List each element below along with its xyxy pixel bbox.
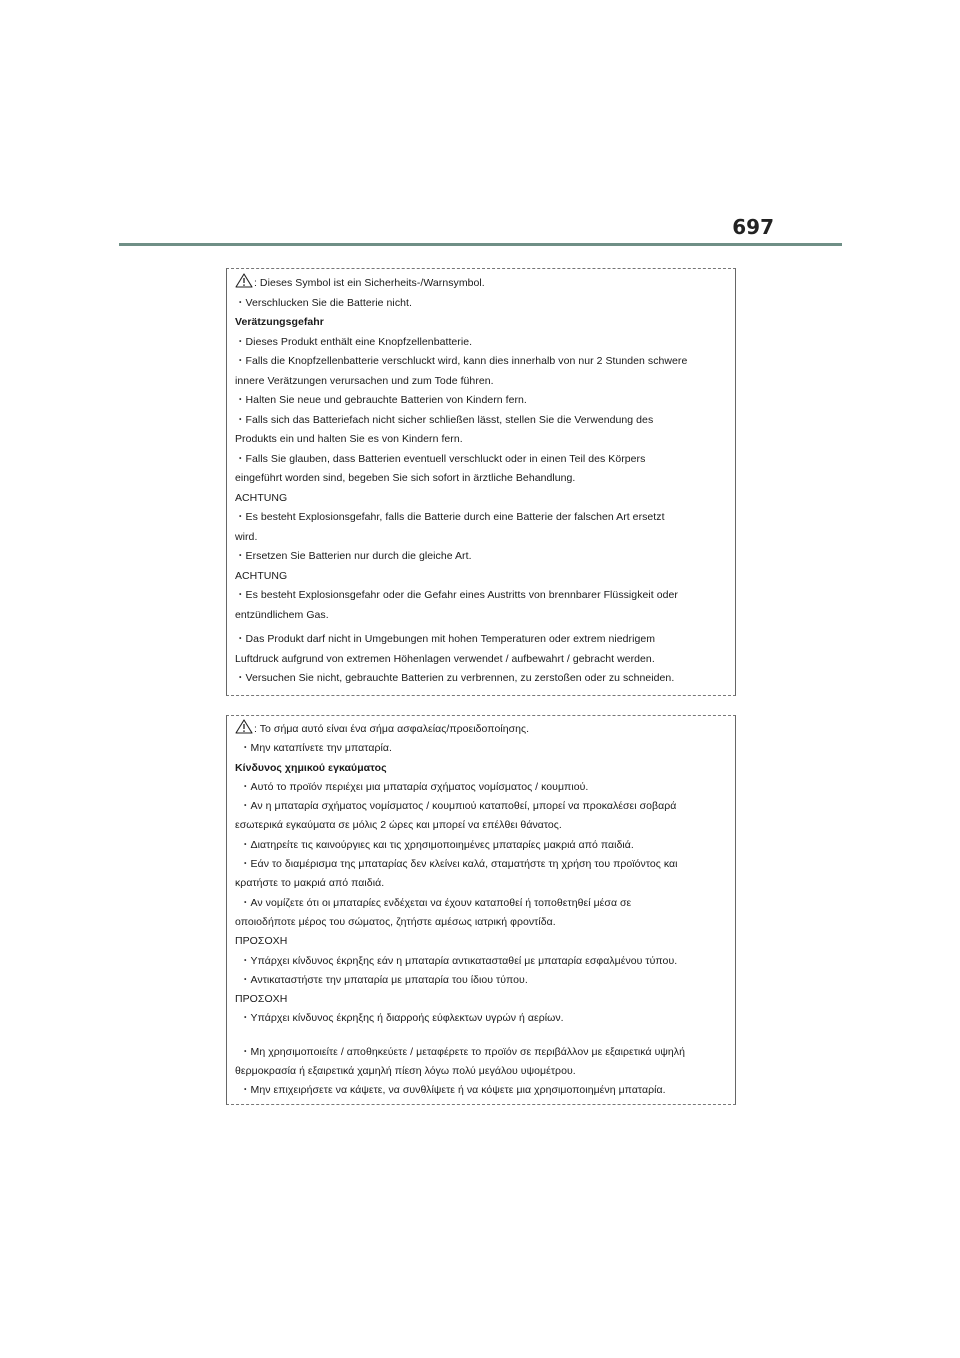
warning-triangle-icon — [235, 273, 253, 288]
warning-line: ・Αυτό το προϊόν περιέχει μια μπαταρία σχήματος νομίσματος / κουμπιού. — [240, 780, 589, 793]
warning-line: wird. — [235, 530, 258, 543]
warning-line: ACHTUNG — [235, 491, 288, 504]
warning-line: ・Verschlucken Sie die Batterie nicht. — [235, 296, 412, 309]
warning-line: θερμοκρασία ή εξαιρετικά χαμηλή πίεση λόγω πολύ μεγάλου υψομέτρου. — [235, 1065, 576, 1078]
header-rule — [119, 243, 842, 246]
warning-line: ・Versuchen Sie nicht, gebrauchte Batterien zu verbrennen, zu zerstoßen oder zu schneiden. — [235, 672, 675, 684]
section-heading: Verätzungsgefahr — [235, 316, 324, 328]
warning-line: ・Falls Sie glauben, dass Batterien eventuell verschluckt oder in einen Teil des Körpers — [235, 452, 646, 465]
warning-line: ・Διατηρείτε τις καινούργιες και τις χρησιμοποιημένες μπαταρίες μακριά από παιδιά. — [240, 838, 634, 851]
greek-warning-box — [226, 715, 736, 1105]
warning-line: ・Αν νομίζετε ότι οι μπαταρίες ενδέχεται να έχουν καταποθεί ή τοποθετηθεί μέσα σε — [240, 896, 632, 909]
warning-line: κρατήστε το μακριά από παιδιά. — [235, 877, 385, 890]
warning-line: οποιοδήποτε μέρος του σώματος, ζητήστε αμέσως ιατρική φροντίδα. — [235, 915, 556, 928]
warning-line: ・Μη χρησιμοποιείτε / αποθηκεύετε / μεταφέρετε το προϊόν σε περιβάλλον με εξαιρετικά υψηλή — [240, 1045, 685, 1058]
warning-line: ・Falls die Knopfzellenbatterie verschluckt wird, kann dies innerhalb von nur 2 Stunden schwere — [235, 355, 688, 367]
page-number: 697 — [732, 215, 774, 239]
warning-triangle-icon — [235, 719, 253, 734]
warning-line: eingeführt worden sind, begeben Sie sich sofort in ärztliche Behandlung. — [235, 472, 576, 484]
warning-line: ・Das Produkt darf nicht in Umgebungen mit hohen Temperaturen oder extrem niedrigem — [235, 633, 656, 645]
warning-line: Produkts ein und halten Sie es von Kindern fern. — [235, 433, 463, 445]
german-symbol-note-text: : Dieses Symbol ist ein Sicherheits-/Warnsymbol. — [254, 277, 485, 289]
warning-line: εσωτερικά εγκαύματα σε μόλις 2 ώρες και μπορεί να επέλθει θάνατος. — [235, 819, 562, 832]
warning-line: ・Υπάρχει κίνδυνος έκρηξης ή διαρροής εύφλεκτων υγρών ή αερίων. — [240, 1012, 564, 1025]
german-symbol-note — [235, 273, 725, 294]
warning-line: ・Μην επιχειρήσετε να κάψετε, να συνθλίψετε ή να κόψετε μια χρησιμοποιημένη μπαταρία. — [240, 1084, 666, 1097]
warning-line: ・Ersetzen Sie Batterien nur durch die gleiche Art. — [235, 550, 472, 562]
warning-line: ・Υπάρχει κίνδυνος έκρηξης εάν η μπαταρία αντικατασταθεί με μπαταρία εσφαλμένου τύπου. — [240, 954, 678, 967]
warning-line: ACHTUNG — [235, 569, 288, 582]
warning-line: ・Αντικαταστήστε την μπαταρία με μπαταρία του ίδιου τύπου. — [240, 973, 528, 986]
warning-line: ・Εάν το διαμέρισμα της μπαταρίας δεν κλείνει καλά, σταματήστε τη χρήση του προϊόντος και — [240, 858, 678, 871]
warning-line: innere Verätzungen verursachen und zum Tode führen. — [235, 374, 494, 387]
greek-symbol-note-text: : Το σήμα αυτό είναι ένα σήμα ασφαλείας/προειδοποίησης. — [254, 723, 530, 735]
warning-line: Luftdruck aufgrund von extremen Höhenlagen verwendet / aufbewahrt / gebracht werden. — [235, 652, 655, 665]
warning-line: ・Es besteht Explosionsgefahr oder die Gefahr eines Austritts von brennbarer Flüssigkeit oder — [235, 589, 678, 601]
german-warning-box — [226, 268, 736, 696]
warning-line: ・Μην καταπίνετε την μπαταρία. — [240, 742, 392, 755]
greek-symbol-note — [235, 719, 725, 739]
warning-line: ・Dieses Produkt enthält eine Knopfzellenbatterie. — [235, 335, 473, 348]
greek-warning-lines — [235, 739, 725, 1100]
warning-line: ・Αν η μπαταρία σχήματος νομίσματος / κουμπιού καταποθεί, μπορεί να προκαλέσει σοβαρά — [240, 800, 677, 813]
warning-line: ・Halten Sie neue und gebrauchte Batterien von Kindern fern. — [235, 394, 527, 406]
warning-line: entzündlichem Gas. — [235, 608, 329, 621]
section-heading: Κίνδυνος χημικού εγκαύματος — [235, 761, 387, 774]
warning-line: ΠΡΟΣΟΧΗ — [235, 935, 288, 948]
warning-line: ・Falls sich das Batteriefach nicht sicher schließen lässt, stellen Sie die Verwendung des — [235, 413, 654, 426]
warning-line: ΠΡΟΣΟΧΗ — [235, 993, 288, 1006]
german-warning-lines — [235, 294, 725, 689]
warning-line: ・Es besteht Explosionsgefahr, falls die Batterie durch eine Batterie der falschen Art ersetzt — [235, 511, 665, 523]
